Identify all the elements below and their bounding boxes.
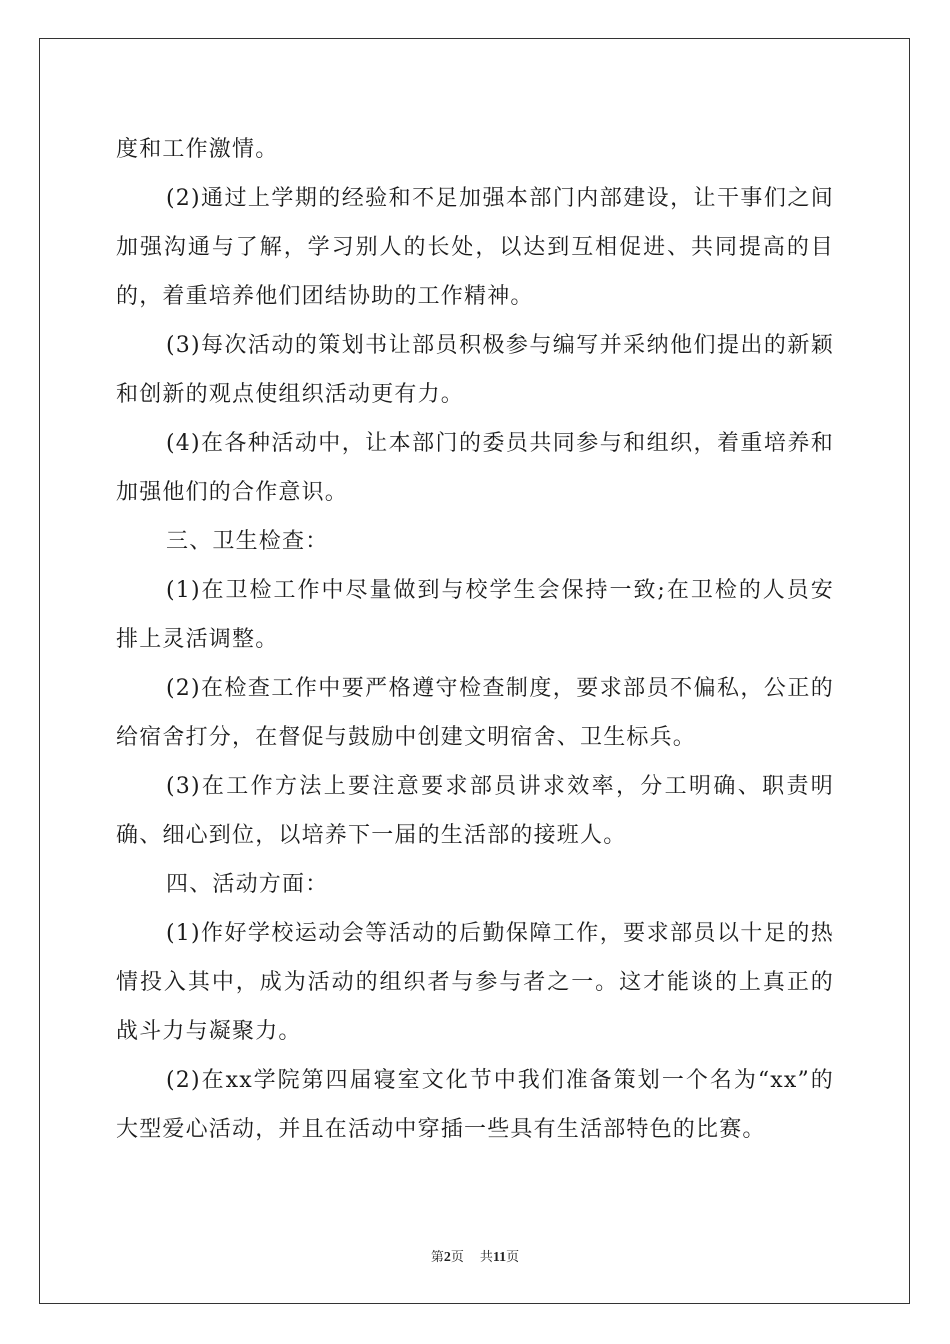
section-heading-hygiene: 三、卫生检查： xyxy=(166,529,329,554)
paragraph-2: (2)通过上学期的经验和不足加强本部门内部建设，让干事们之间加强沟通与了解，学习别人的长处，以达到互相促进、共同提高的目的，着重培养他们团结协助的工作精神。 xyxy=(116,186,834,309)
page-number: 2 xyxy=(443,1250,451,1265)
document-body xyxy=(116,125,834,1154)
paragraph-4: (4)在各种活动中，让本部门的委员共同参与和组织，着重培养和加强他们的合作意识。 xyxy=(116,431,834,505)
paragraph-7: (2)在检查工作中要严格遵守检查制度，要求部员不偏私，公正的给宿舍打分，在督促与鼓励中创建文明宿舍、卫生标兵。 xyxy=(116,676,834,750)
page-suffix: 页 xyxy=(450,1250,464,1265)
section-heading-activities: 四、活动方面： xyxy=(166,872,329,897)
paragraph-3: (3)每次活动的策划书让部员积极参与编写并采纳他们提出的新颖和创新的观点使组织活动更有力。 xyxy=(116,333,834,407)
total-prefix: 共 xyxy=(479,1250,493,1265)
paragraph-8: (3)在工作方法上要注意要求部员讲求效率，分工明确、职责明确、细心到位，以培养下一届的生活部的接班人。 xyxy=(116,774,834,848)
paragraph-6: (1)在卫检工作中尽量做到与校学生会保持一致;在卫检的人员安排上灵活调整。 xyxy=(116,578,834,652)
page-footer xyxy=(0,1246,950,1266)
paragraph-11: (2)在xx学院第四届寝室文化节中我们准备策划一个名为“xx”的大型爱心活动，并且在活动中穿插一些具有生活部特色的比赛。 xyxy=(116,1068,834,1142)
paragraph-10: (1)作好学校运动会等活动的后勤保障工作，要求部员以十足的热情投入其中，成为活动的组织者与参与者之一。这才能谈的上真正的战斗力与凝聚力。 xyxy=(116,921,834,1044)
page-prefix: 第 xyxy=(430,1250,444,1265)
total-suffix: 页 xyxy=(506,1250,520,1265)
total-pages: 11 xyxy=(492,1250,507,1265)
paragraph-1: 度和工作激情。 xyxy=(116,137,279,162)
